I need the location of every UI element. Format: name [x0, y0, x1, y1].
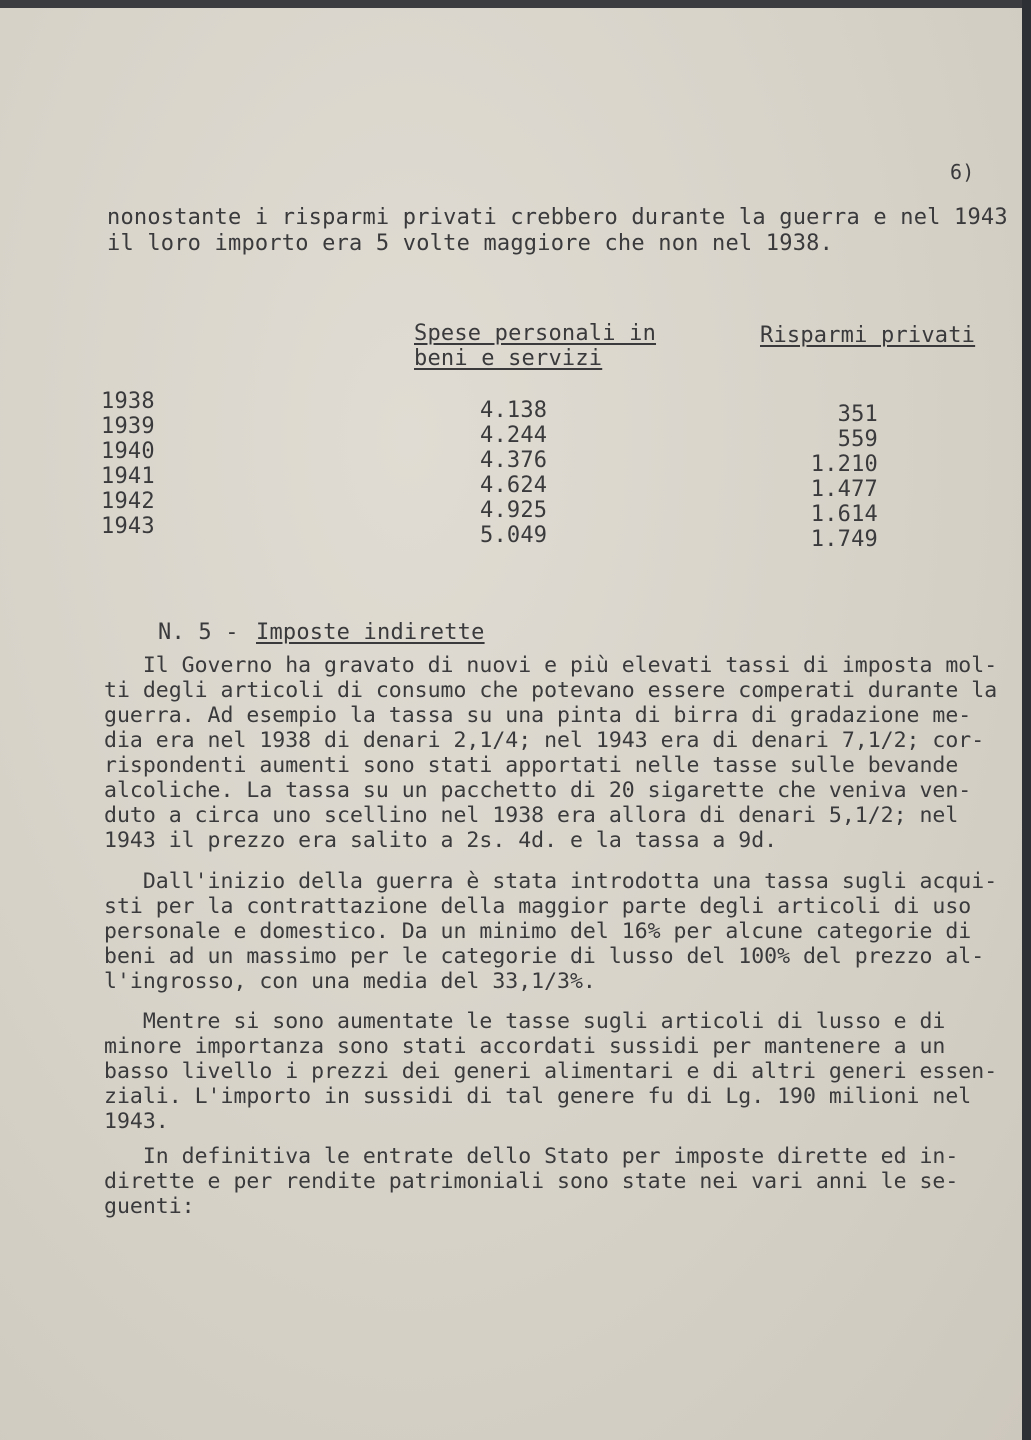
table-spese-value: 4.925 [480, 498, 548, 523]
table-spese-value: 4.376 [480, 448, 548, 473]
paragraph-line: dia era nel 1938 di denari 2,1/4; nel 1943 era di denari 7,1/2; cor- [104, 728, 985, 753]
paragraph-line: l'ingrosso, con una media del 33,1/3%. [104, 969, 596, 994]
section-number: N. 5 - [158, 620, 239, 645]
table-year: 1942 [101, 489, 155, 514]
table-spese-value: 4.138 [480, 398, 548, 423]
page-number: 6) [950, 160, 975, 184]
table-year: 1943 [101, 514, 155, 539]
paragraph-line: basso livello i prezzi dei generi alimentari e di altri generi essen- [104, 1059, 998, 1084]
table-risparmi-value: 559 [837, 427, 878, 452]
paragraph-line: dirette e per rendite patrimoniali sono state nei vari anni le se- [104, 1169, 959, 1194]
table-spese-value: 4.624 [480, 473, 548, 498]
intro-line-2: il loro importo era 5 volte maggiore che non nel 1938. [107, 231, 834, 256]
scan-top-edge [0, 0, 1031, 8]
paragraph-line: ziali. L'importo in sussidi di tal genere fu di Lg. 190 milioni nel [104, 1084, 972, 1109]
paragraph-line: minore importanza sono stati accordati sussidi per mantenere a un [104, 1034, 946, 1059]
paragraph-line: Il Governo ha gravato di nuovi e più elevati tassi di imposta mol- [104, 653, 998, 678]
table-year: 1940 [101, 439, 155, 464]
paragraph-line: beni ad un massimo per le categorie di lusso del 100% del prezzo al- [104, 944, 985, 969]
table-year: 1939 [101, 414, 155, 439]
section-title: Imposte indirette [256, 620, 485, 645]
table-header-spese-2: beni e servizi [414, 346, 603, 371]
paragraph-line: rispondenti aumenti sono stati apportati nelle tasse sulle bevande [104, 753, 959, 778]
table-risparmi-value: 1.210 [810, 452, 878, 477]
table-spese-value: 5.049 [480, 523, 548, 548]
paragraph-line: ti degli articoli di consumo che potevano essere comperati durante la [104, 678, 998, 703]
paragraph-line: 1943. [104, 1109, 169, 1134]
table-risparmi-value: 1.477 [810, 477, 878, 502]
scan-right-edge [1022, 0, 1031, 1440]
intro-line-1: nonostante i risparmi privati crebbero durante la guerra e nel 1943 [107, 205, 1008, 230]
paragraph-line: 1943 il prezzo era salito a 2s. 4d. e la tassa a 9d. [104, 828, 778, 853]
table-risparmi-value: 1.614 [810, 502, 878, 527]
paragraph-line: Dall'inizio della guerra è stata introdotta una tassa sugli acqui- [104, 869, 998, 894]
paragraph-line: sti per la contrattazione della maggior parte degli articoli di uso [104, 894, 972, 919]
paragraph-line: personale e domestico. Da un minimo del 16% per alcune categorie di [104, 919, 972, 944]
table-header-risparmi: Risparmi privati [760, 323, 976, 348]
paragraph-line: guerra. Ad esempio la tassa su una pinta di birra di gradazione me- [104, 703, 972, 728]
paragraph-line: duto a circa uno scellino nel 1938 era allora di denari 5,1/2; nel [104, 803, 959, 828]
table-spese-value: 4.244 [480, 423, 548, 448]
table-year: 1938 [101, 389, 155, 414]
paragraph-line: Mentre si sono aumentate le tasse sugli articoli di lusso e di [104, 1009, 946, 1034]
table-risparmi-value: 1.749 [810, 527, 878, 552]
table-risparmi-value: 351 [837, 402, 878, 427]
paragraph-line: guenti: [104, 1194, 195, 1219]
table-header-spese-1: Spese personali in [414, 321, 657, 346]
paragraph-line: In definitiva le entrate dello Stato per imposte dirette ed in- [104, 1144, 959, 1169]
paragraph-line: alcoliche. La tassa su un pacchetto di 20 sigarette che veniva ven- [104, 778, 972, 803]
table-year: 1941 [101, 464, 155, 489]
